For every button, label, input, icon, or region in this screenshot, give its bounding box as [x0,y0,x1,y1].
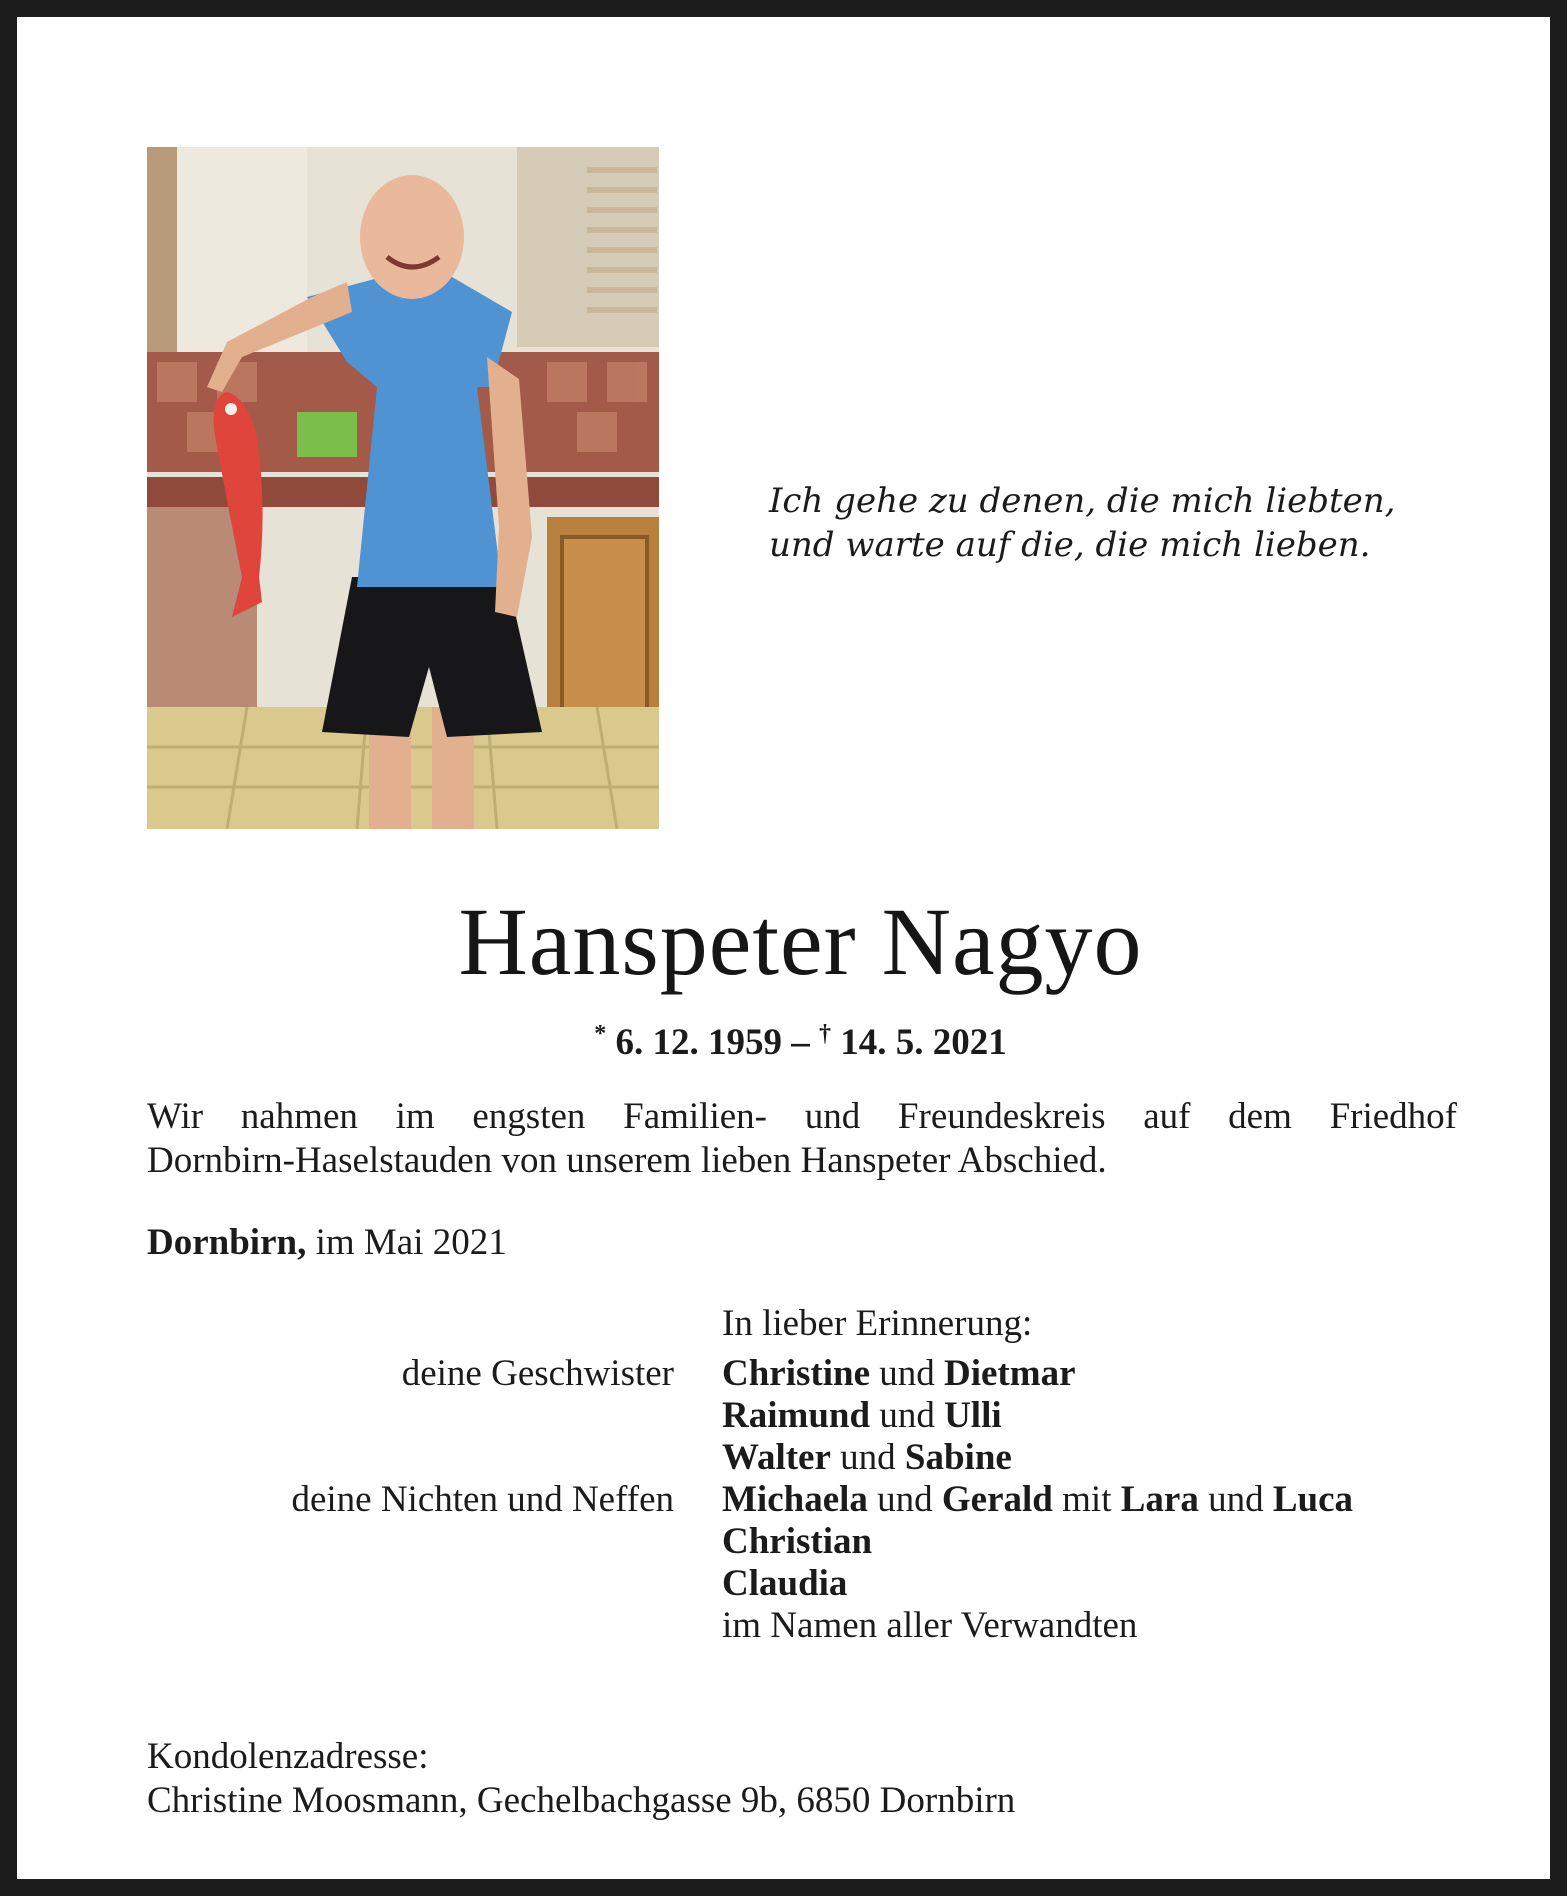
niece-line-2 [722,1521,872,1563]
niece-line-3 [722,1563,847,1605]
nieces-nephews-label: deine Nichten und Neffen [291,1479,674,1520]
place-month: im Mai 2021 [315,1222,507,1263]
life-dates [17,1011,1567,1066]
death-date: 14. 5. 2021 [840,1022,1007,1063]
conjunction-und: und [840,1437,896,1478]
birth-date: 6. 12. 1959 [615,1022,782,1063]
name-luca: Luca [1272,1479,1354,1520]
deceased-name: Hanspeter Nagyo [458,888,1143,995]
name-claudia: Claudia [722,1563,848,1604]
name-gerald: Gerald [941,1479,1053,1520]
date-dash: – [791,1022,810,1063]
name-sabine: Sabine [904,1437,1012,1478]
niece-line-1 [722,1479,1353,1521]
death-symbol: † [819,1021,831,1047]
sibling-line-2 [722,1395,1002,1437]
sibling-line-1 [722,1353,1076,1395]
portrait-photo [147,147,659,829]
condolence-address [147,1735,1015,1823]
name-walter: Walter [722,1437,831,1478]
name-ulli: Ulli [944,1395,1002,1436]
name-christian: Christian [722,1521,873,1562]
conjunction-und: und [879,1395,935,1436]
memorial-quote [769,479,1469,567]
condolence-address-line: Christine Moosmann, Gechelbachgasse 9b, 6850 Dornbirn [147,1780,1016,1821]
name-michaela: Michaela [722,1479,868,1520]
sibling-line-3 [722,1437,1012,1479]
conjunction-und: und [877,1479,933,1520]
announcement-line-2: Dornbirn-Haselstauden von unserem lieben Hanspeter Abschied. [147,1140,1107,1181]
quote-line-2: und warte auf die, die mich lieben. [769,525,1371,565]
name-christine: Christine [722,1353,870,1394]
signature-intro: In lieber Erinnerung: [722,1303,1033,1344]
announcement-line-1: Wir nahmen im engsten Familien- und Freundeskreis auf dem Friedhof [147,1096,1457,1137]
place-city: Dornbirn, [147,1222,307,1263]
name-lara: Lara [1120,1479,1199,1520]
condolence-label: Kondolenzadresse: [147,1736,429,1777]
quote-line-1: Ich gehe zu denen, die mich liebten, [769,481,1396,521]
conjunction-mit: mit [1062,1479,1112,1520]
place-date [147,1221,507,1265]
conjunction-und: und [1208,1479,1264,1520]
photo-illustration [147,147,659,829]
announcement-text [147,1095,1457,1183]
conjunction-und: und [879,1353,935,1394]
name-dietmar: Dietmar [944,1353,1076,1394]
name-raimund: Raimund [722,1395,871,1436]
signature-closing: im Namen aller Verwandten [722,1605,1138,1646]
siblings-label: deine Geschwister [401,1353,674,1394]
birth-symbol: * [594,1021,607,1047]
